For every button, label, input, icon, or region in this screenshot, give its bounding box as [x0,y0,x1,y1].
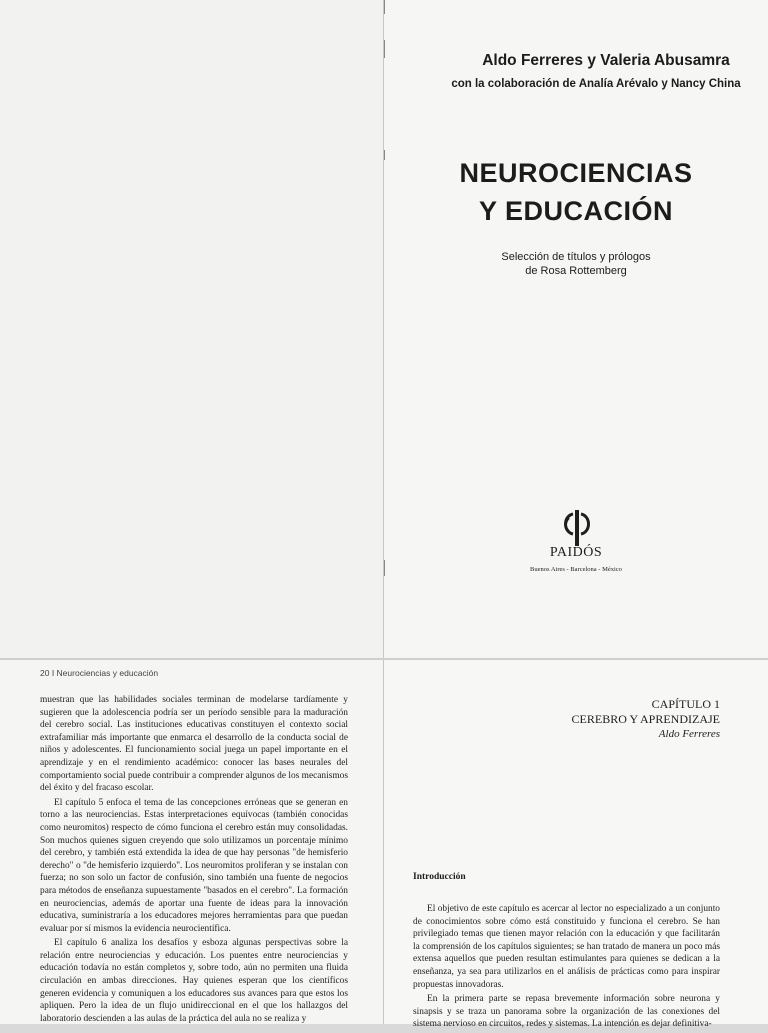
gutter-mark [384,150,385,160]
spread-divider [0,658,768,660]
book-title-line-2: Y EDUCACIÓN [478,196,674,226]
collaboration-credit: con la colaboración de Analía Arévalo y Nancy China [451,78,741,90]
book-title-line-1: NEUROCIENCIAS [459,158,693,188]
paragraph: El objetivo de este capítulo es acercar al lector no especializado a un conjunto de conocimientos sobre cómo está constituido y funciona el cerebro. Se han privilegiado temas que tienen mayor relación con la educación y que facilitarán la comprensión de los capítulos siguientes; se han tratado de manera un poco más extensa aquellos que pueden resultan estimulantes para quienes se dedican a la enseñanza, ya sea para utilizarlos en el análisis de prácticas como para inspirar propuestas innovadoras. [413,904,720,990]
right-body-text [413,903,720,1033]
left-body-text [40,694,348,1027]
paragraph: muestran que las habilidades sociales terminan de modelarse tardíamente y sugieren que la adolescencia podría ser un período sensible para la maduración del cerebro social. Las instituciones educativas constituyen el contexto social extrafamiliar más importante que enmarca el desarrollo de la conducta social de niños y adolescentes. El funcionamiento social juega un papel importante en el aprendizaje y en el rendimiento académico: conocer las bases neurales del comportamiento social puede contribuir a comprender algunos de los mecanismos del éxito y del fracaso escolar. [40,695,348,794]
blank-left-page [0,0,383,658]
running-head: 20 I Neurociencias y educación [40,668,159,678]
paragraph: El capítulo 6 analiza los desafíos y esboza algunas perspectivas sobre la relación entre neurociencias y educación. Los puentes entre neurociencias y educación todavía no están completos y, sobre todo, aún no permiten una fluida circulación en ambas direcciones. Hay quienes esperan que los científicos generen evidencia y comuniquen a los educadores sus avances para que estos los apliquen. Pero la idea de un flujo unidireccional en el que los hallazgos del laboratorio descienden a las aulas de la práctica del aula no se realiza y [40,938,348,1024]
paragraph: El capítulo 5 enfoca el tema de las concepciones erróneas que se generan en torno a las neurociencias. Estas interpretaciones equívocas (también conocidas como neuromitos) respecto de cómo funciona el cerebro están muy consolidadas. Son muchos quienes siguen creyendo que solo utilizamos un porcentaje mínimo del cerebro, y también está extendida la idea de que hay personas "de hemisferio derecho" o "de hemisferio izquierdo". Los neuromitos proliferan y se instalan con fuerza; no son solo un factor de confusión, sino también una fuente de negocios para métodos de enseñanza supuestamente "basados en el cerebro". La formación en neurociencias, además de aportar una fuente de ideas para la innovación educativa, suministraría a los educadores mejores herramientas para que puedan evaluar por sí mismos la evidencia neurocientífica. [40,797,348,934]
chapter-author: Aldo Ferreres [658,728,720,740]
publisher-name: PAIDÓS [549,545,603,560]
gutter-mark [384,40,385,58]
title-page [384,0,768,658]
chapter-title: CEREBRO Y APRENDIZAJE [571,712,720,726]
right-text-page [384,660,768,1030]
selection-credit-line-1: Selección de títulos y prólogos [501,251,651,263]
selection-credit-line-2: de Rosa Rottemberg [525,265,627,277]
publisher-cities: Buenos Aires - Barcelona - México [530,566,622,573]
gutter-mark [384,0,385,14]
authors: Aldo Ferreres y Valeria Abusamra [482,52,730,69]
paidos-logo-icon [549,510,605,546]
section-heading: Introducción [413,872,466,882]
gutter-mark [384,560,385,576]
left-text-page [0,660,383,1024]
paragraph: En la primera parte se repasa brevemente información sobre neurona y sinapsis y se traza un panorama sobre la organización de las conexiones del sistema nervioso en circuitos, redes y sistemas. La intención es dejar definitiva- [413,994,720,1030]
chapter-number: CAPÍTULO 1 [651,697,720,711]
